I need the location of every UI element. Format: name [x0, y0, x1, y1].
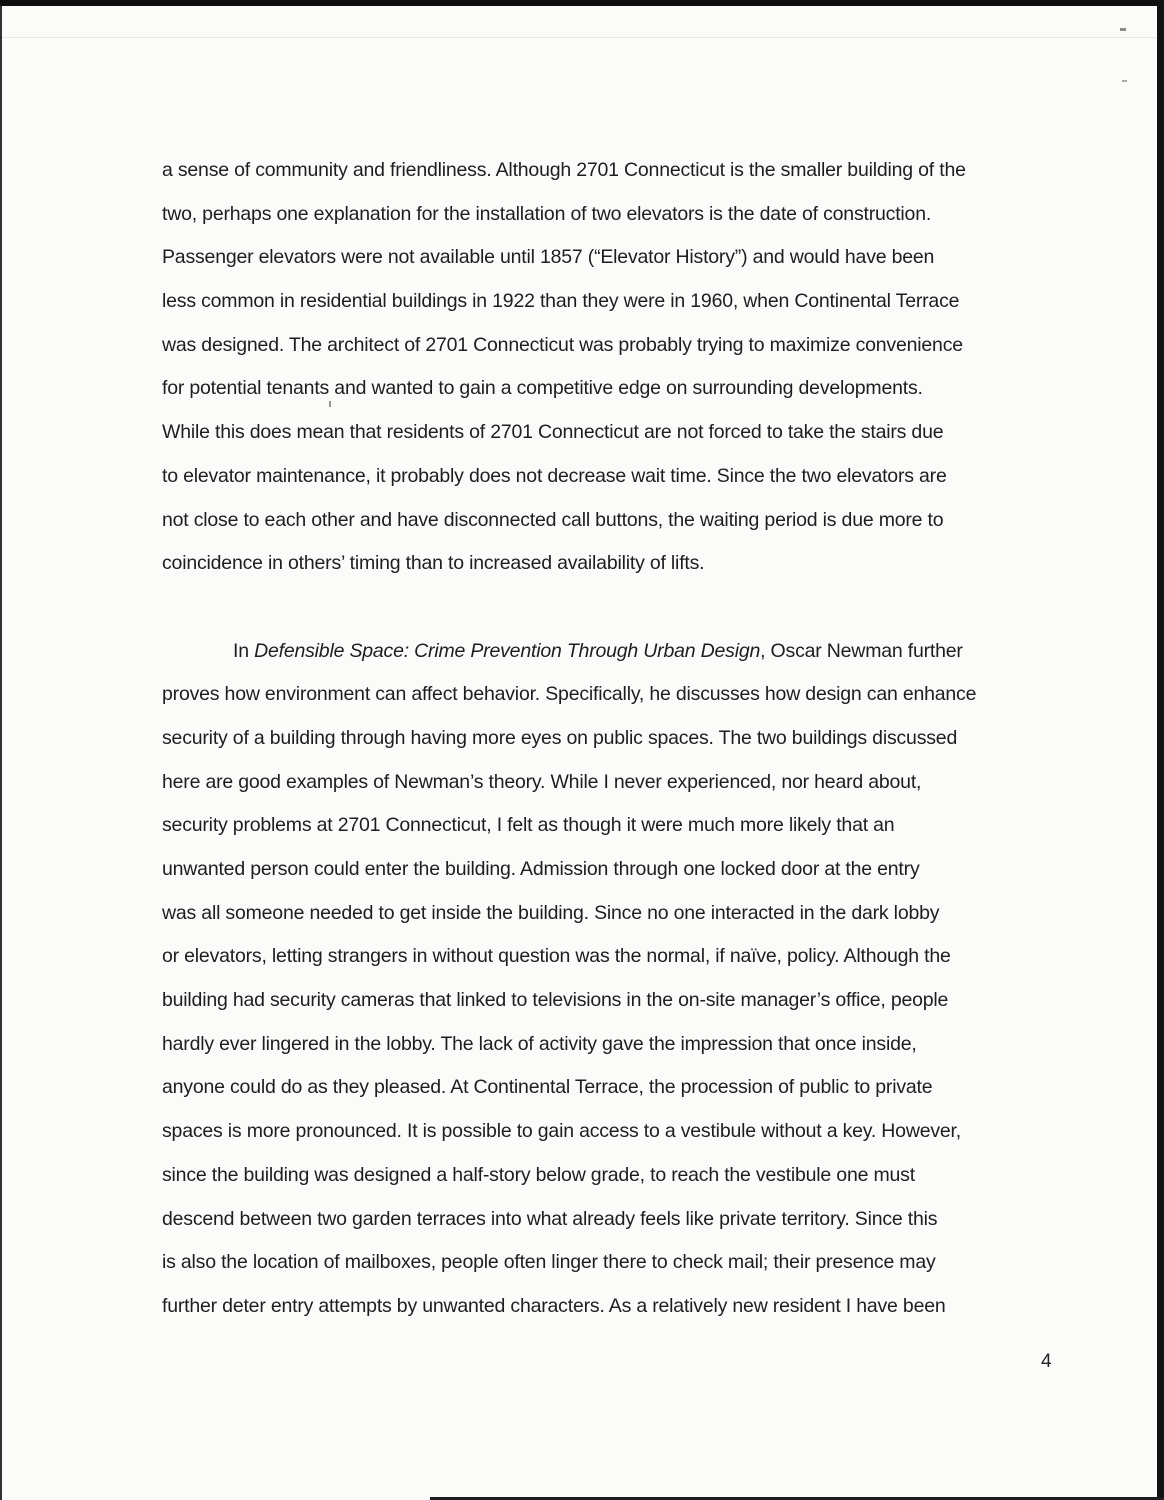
paragraph-spacer [162, 586, 976, 630]
paragraph-2-lead-suffix: , Oscar Newman further [760, 639, 963, 662]
paragraph-2-line: security of a building through having more eyes on public spaces. The two buildings discussed [162, 726, 958, 749]
paragraph-1-line: less common in residential buildings in 1922 than they were in 1960, when Continental Terrace [162, 290, 960, 313]
paragraph-1-line: coincidence in others’ timing than to increased availability of lifts. [162, 552, 705, 575]
paragraph-1-line: for potential tenants and wanted to gain a competitive edge on surrounding developments. [162, 377, 923, 400]
paragraph-2-line: since the building was designed a half-story below grade, to reach the vestibule one must [162, 1163, 915, 1186]
scan-edge-left [0, 5, 2, 1500]
paragraph-1-line: not close to each other and have disconnected call buttons, the waiting period is due more to [162, 508, 944, 531]
paragraph-1-line: to elevator maintenance, it probably does not decrease wait time. Since the two elevators are [162, 464, 947, 487]
scan-line-artifact [0, 37, 1157, 38]
paragraph-2-line: security problems at 2701 Connecticut, I felt as though it were much more likely that an [162, 814, 895, 837]
scan-speck [1120, 28, 1126, 31]
paragraph-2-line: here are good examples of Newman’s theory. While I never experienced, nor heard about, [162, 770, 922, 793]
paragraph-1-line: While this does mean that residents of 2701 Connecticut are not forced to take the stairs due [162, 421, 944, 444]
book-title: Defensible Space: Crime Prevention Through Urban Design [254, 639, 761, 662]
page-number: 4 [1041, 1351, 1052, 1372]
paragraph-2-first-line [162, 630, 976, 674]
paragraph-2-line: is also the location of mailboxes, people often linger there to check mail; their presence may [162, 1251, 936, 1274]
paragraph-2-line: unwanted person could enter the building. Admission through one locked door at the entry [162, 858, 920, 880]
paragraph-2-line: spaces is more pronounced. It is possible to gain access to a vestibule without a key. However, [162, 1120, 961, 1143]
paragraph-1-line: a sense of community and friendliness. Although 2701 Connecticut is the smaller building of the [162, 159, 966, 181]
paragraph-1-line: Passenger elevators were not available until 1857 (“Elevator History”) and would have been [162, 246, 935, 269]
paragraph-2-line: was all someone needed to get inside the building. Since no one interacted in the dark lobby [162, 901, 940, 924]
scan-speck [1122, 80, 1127, 82]
paragraph-2-line: hardly ever lingered in the lobby. The lack of activity gave the impression that once inside, [162, 1032, 917, 1055]
paragraph-2-lead-text: In [233, 639, 255, 662]
paragraph-1-line: two, perhaps one explanation for the installation of two elevators is the date of construction. [162, 202, 932, 225]
paragraph-2-line: further deter entry attempts by unwanted characters. As a relatively new resident I have been [162, 1294, 946, 1317]
scan-edge-right [1157, 0, 1164, 1500]
essay-body [162, 149, 976, 1329]
paragraph-2-line: anyone could do as they pleased. At Continental Terrace, the procession of public to private [162, 1076, 933, 1099]
paragraph-2-line: descend between two garden terraces into what already feels like private territory. Since this [162, 1207, 938, 1230]
paragraph-2-line: or elevators, letting strangers in without question was the normal, if naïve, policy. Although the [162, 945, 951, 968]
paragraph-2-line: building had security cameras that linked to televisions in the on-site manager’s office, people [162, 989, 949, 1012]
scan-edge-top [0, 0, 1164, 6]
paragraph-2-line: proves how environment can affect behavior. Specifically, he discusses how design can enhance [162, 683, 977, 706]
paragraph-1-line: was designed. The architect of 2701 Connecticut was probably trying to maximize convenience [162, 333, 963, 356]
